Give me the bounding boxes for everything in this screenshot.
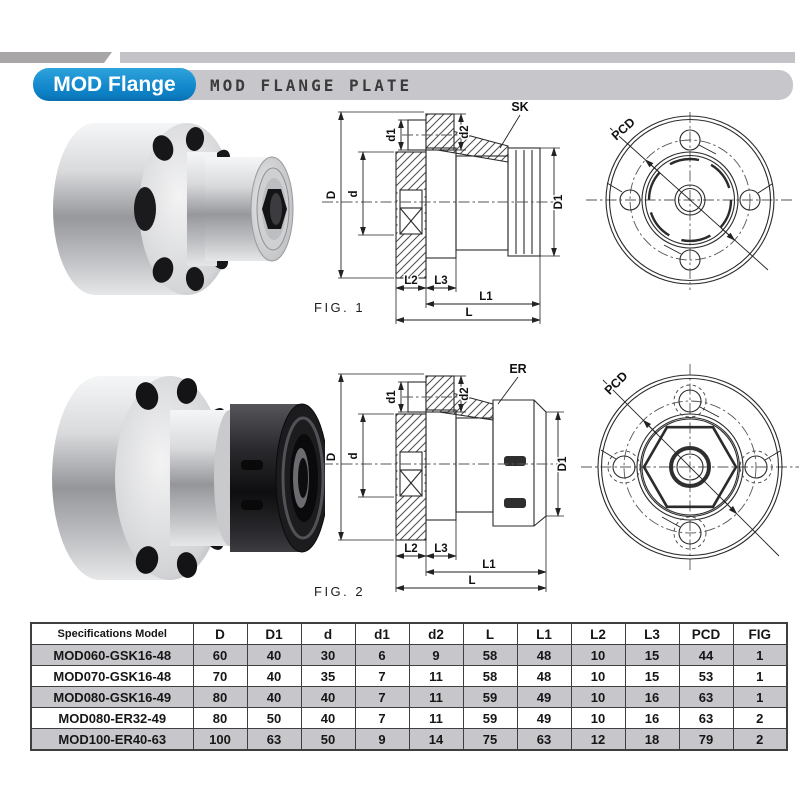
dim-label-d2: d2 bbox=[459, 387, 471, 401]
spec-value-cell: 15 bbox=[625, 645, 679, 666]
spec-value-cell: 63 bbox=[517, 729, 571, 751]
column-header-model: Specifications Model bbox=[31, 623, 193, 645]
spec-value-cell: 7 bbox=[355, 666, 409, 687]
spec-value-cell: 58 bbox=[463, 666, 517, 687]
spec-value-cell: 49 bbox=[517, 687, 571, 708]
spec-model-cell: MOD100-ER40-63 bbox=[31, 729, 193, 751]
dim-label-d2: d2 bbox=[459, 125, 471, 139]
spec-model-cell: MOD070-GSK16-48 bbox=[31, 666, 193, 687]
spec-value-cell: 11 bbox=[409, 666, 463, 687]
spec-value-cell: 1 bbox=[733, 687, 787, 708]
fig2-front-view bbox=[573, 356, 800, 580]
spec-model-cell: MOD060-GSK16-48 bbox=[31, 645, 193, 666]
dim-label-L2: L2 bbox=[404, 275, 418, 287]
spec-row bbox=[31, 666, 787, 687]
dim-label-d: d bbox=[348, 190, 360, 198]
spec-value-cell: 10 bbox=[571, 666, 625, 687]
spec-value-cell: 18 bbox=[625, 729, 679, 751]
spec-value-cell: 9 bbox=[355, 729, 409, 751]
spec-row bbox=[31, 708, 787, 729]
spec-value-cell: 63 bbox=[679, 708, 733, 729]
spec-value-cell: 7 bbox=[355, 708, 409, 729]
spec-value-cell: 70 bbox=[193, 666, 247, 687]
dim-label-D1: D1 bbox=[553, 194, 565, 210]
pcd-label: PCD bbox=[601, 368, 631, 398]
spec-value-cell: 58 bbox=[463, 645, 517, 666]
dim-label-D1: D1 bbox=[557, 456, 569, 472]
spec-value-cell: 10 bbox=[571, 708, 625, 729]
spec-value-cell: 59 bbox=[463, 708, 517, 729]
spec-value-cell: 14 bbox=[409, 729, 463, 751]
spec-value-cell: 11 bbox=[409, 687, 463, 708]
spec-value-cell: 6 bbox=[355, 645, 409, 666]
fig1-section-drawing bbox=[308, 98, 580, 338]
spec-value-cell: 11 bbox=[409, 708, 463, 729]
fig2-section-drawing bbox=[308, 360, 580, 610]
dim-label-d: d bbox=[348, 452, 360, 460]
spec-value-cell: 63 bbox=[679, 687, 733, 708]
column-header: L3 bbox=[625, 623, 679, 645]
figure-caption: FIG. 2 bbox=[314, 584, 366, 599]
fig1-front-view bbox=[578, 106, 800, 302]
spec-value-cell: 48 bbox=[517, 666, 571, 687]
figure-caption: FIG. 1 bbox=[314, 300, 366, 315]
dim-label-D: D bbox=[326, 190, 338, 200]
hub-body bbox=[187, 152, 293, 266]
spec-value-cell: 60 bbox=[193, 645, 247, 666]
column-header: d bbox=[301, 623, 355, 645]
spec-value-cell: 40 bbox=[301, 708, 355, 729]
spec-value-cell: 40 bbox=[301, 687, 355, 708]
spec-value-cell: 40 bbox=[247, 645, 301, 666]
spec-value-cell: 79 bbox=[679, 729, 733, 751]
pcd-label: PCD bbox=[608, 114, 638, 144]
spec-value-cell: 30 bbox=[301, 645, 355, 666]
spec-value-cell: 16 bbox=[625, 708, 679, 729]
dim-label-L: L bbox=[468, 575, 476, 587]
product-photo-gsk-flange bbox=[35, 112, 315, 307]
spec-header-row bbox=[31, 623, 787, 645]
dim-label-d1: d1 bbox=[386, 128, 398, 142]
column-header: L bbox=[463, 623, 517, 645]
column-header: L2 bbox=[571, 623, 625, 645]
spec-value-cell: 10 bbox=[571, 687, 625, 708]
spec-value-cell: 1 bbox=[733, 645, 787, 666]
dim-label-D: D bbox=[326, 452, 338, 462]
spec-value-cell: 59 bbox=[463, 687, 517, 708]
dim-label-d1: d1 bbox=[386, 390, 398, 404]
spec-value-cell: 53 bbox=[679, 666, 733, 687]
spec-value-cell: 7 bbox=[355, 687, 409, 708]
spec-value-cell: 40 bbox=[247, 687, 301, 708]
dim-label-L1: L1 bbox=[479, 291, 493, 303]
dim-label-L3: L3 bbox=[434, 275, 448, 287]
spec-row bbox=[31, 687, 787, 708]
dim-label-L: L bbox=[465, 307, 473, 319]
spec-value-cell: 2 bbox=[733, 729, 787, 751]
spec-value-cell: 100 bbox=[193, 729, 247, 751]
spec-value-cell: 63 bbox=[247, 729, 301, 751]
specifications-table bbox=[30, 622, 788, 751]
spec-value-cell: 75 bbox=[463, 729, 517, 751]
taper-label: ER bbox=[509, 362, 527, 376]
spec-value-cell: 48 bbox=[517, 645, 571, 666]
spec-value-cell: 9 bbox=[409, 645, 463, 666]
column-header: L1 bbox=[517, 623, 571, 645]
dim-label-L3: L3 bbox=[434, 543, 448, 555]
spec-value-cell: 12 bbox=[571, 729, 625, 751]
page-title: MOD FLANGE PLATE bbox=[210, 75, 413, 95]
spec-value-cell: 35 bbox=[301, 666, 355, 687]
top-bar-dark-segment bbox=[0, 52, 112, 63]
series-badge: MOD Flange bbox=[33, 68, 196, 101]
spec-value-cell: 44 bbox=[679, 645, 733, 666]
spec-value-cell: 50 bbox=[247, 708, 301, 729]
taper-label: SK bbox=[511, 100, 529, 114]
spec-value-cell: 16 bbox=[625, 687, 679, 708]
spec-value-cell: 50 bbox=[301, 729, 355, 751]
top-accent-bar bbox=[0, 52, 795, 63]
dim-label-L1: L1 bbox=[482, 559, 496, 571]
column-header: d1 bbox=[355, 623, 409, 645]
column-header: FIG bbox=[733, 623, 787, 645]
spec-model-cell: MOD080-GSK16-49 bbox=[31, 687, 193, 708]
dim-label-L2: L2 bbox=[404, 543, 418, 555]
column-header: PCD bbox=[679, 623, 733, 645]
spec-value-cell: 2 bbox=[733, 708, 787, 729]
spec-value-cell: 49 bbox=[517, 708, 571, 729]
top-bar-light-segment bbox=[120, 52, 795, 63]
column-header: D bbox=[193, 623, 247, 645]
spec-value-cell: 80 bbox=[193, 687, 247, 708]
spec-value-cell: 80 bbox=[193, 708, 247, 729]
spec-row bbox=[31, 729, 787, 751]
spec-value-cell: 40 bbox=[247, 666, 301, 687]
spec-value-cell: 15 bbox=[625, 666, 679, 687]
spec-model-cell: MOD080-ER32-49 bbox=[31, 708, 193, 729]
spec-value-cell: 10 bbox=[571, 645, 625, 666]
column-header: D1 bbox=[247, 623, 301, 645]
spec-value-cell: 1 bbox=[733, 666, 787, 687]
spec-row bbox=[31, 645, 787, 666]
product-photo-er-flange bbox=[25, 368, 325, 588]
column-header: d2 bbox=[409, 623, 463, 645]
